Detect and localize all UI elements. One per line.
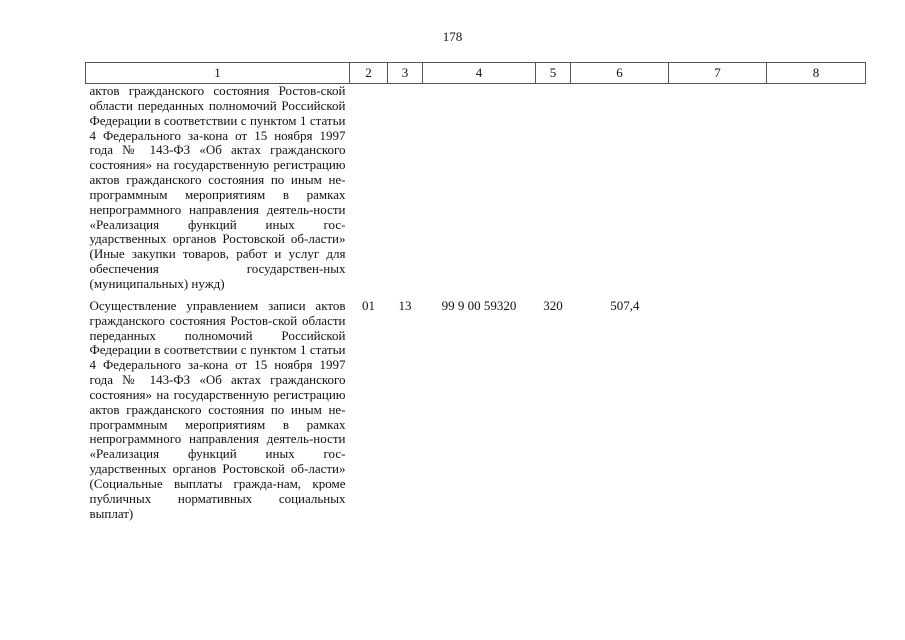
row-amount-col-8	[767, 84, 866, 292]
table-row	[86, 84, 866, 292]
row-description: Осуществление управлением записи актов гражданского состояния Ростов-ской области переданных полномочий Российской Федерации в соответствии с пунктом 1 статьи 4 Федерального за-кона от 15 ноября 1997 года № 143-ФЗ «Об актах гражданского состояния» на государственную регистрацию актов гражданского состояния по иным не-программным мероприятиям в рамках непрограммного направления деятель-ности «Реализация функций иных гос-ударственных органов Ростовской об-ласти» (Социальные выплаты гражда-нам, кроме публичных нормативных социальных выплат)	[89, 297, 346, 521]
row-amount-col-7	[669, 292, 767, 522]
row-amount-col-6	[571, 84, 669, 292]
page-number: 178	[442, 29, 463, 44]
row-subsection-code: 13	[398, 297, 412, 313]
row-expense-type: 320	[543, 297, 563, 313]
header-col-8: 8	[767, 63, 866, 84]
header-col-3: 3	[388, 63, 423, 84]
header-col-5: 5	[536, 63, 571, 84]
header-col-1: 1	[86, 63, 350, 84]
row-amount-col-6: 507,4	[610, 297, 640, 313]
row-expense-type	[536, 84, 571, 292]
header-col-6: 6	[571, 63, 669, 84]
row-amount-col-7	[669, 84, 767, 292]
row-description: актов гражданского состояния Ростов-ской области переданных полномочий Российской Федерации в соответствии с пунктом 1 статьи 4 Федерального за-кона от 15 ноября 1997 года № 143-ФЗ «Об актах гражданского состояния» на государственную регистрацию актов гражданского состояния по иным не-программным мероприятиям в рамках непрограммного направления деятель-ности «Реализация функций иных гос-ударственных органов Ростовской об-ласти» (Иные закупки товаров, работ и услуг для обеспечения государствен-ных (муниципальных) нужд)	[89, 83, 346, 291]
table-header-row	[86, 63, 866, 84]
row-subsection-code	[388, 84, 423, 292]
row-target-article: 99 9 00 59320	[441, 297, 517, 313]
table-row	[86, 292, 866, 522]
row-section-code: 01	[362, 297, 375, 313]
row-amount-col-8	[767, 292, 866, 522]
header-col-7: 7	[669, 63, 767, 84]
row-target-article	[423, 84, 536, 292]
header-col-4: 4	[423, 63, 536, 84]
header-col-2: 2	[350, 63, 388, 84]
row-section-code	[350, 84, 388, 292]
budget-table	[85, 62, 866, 521]
